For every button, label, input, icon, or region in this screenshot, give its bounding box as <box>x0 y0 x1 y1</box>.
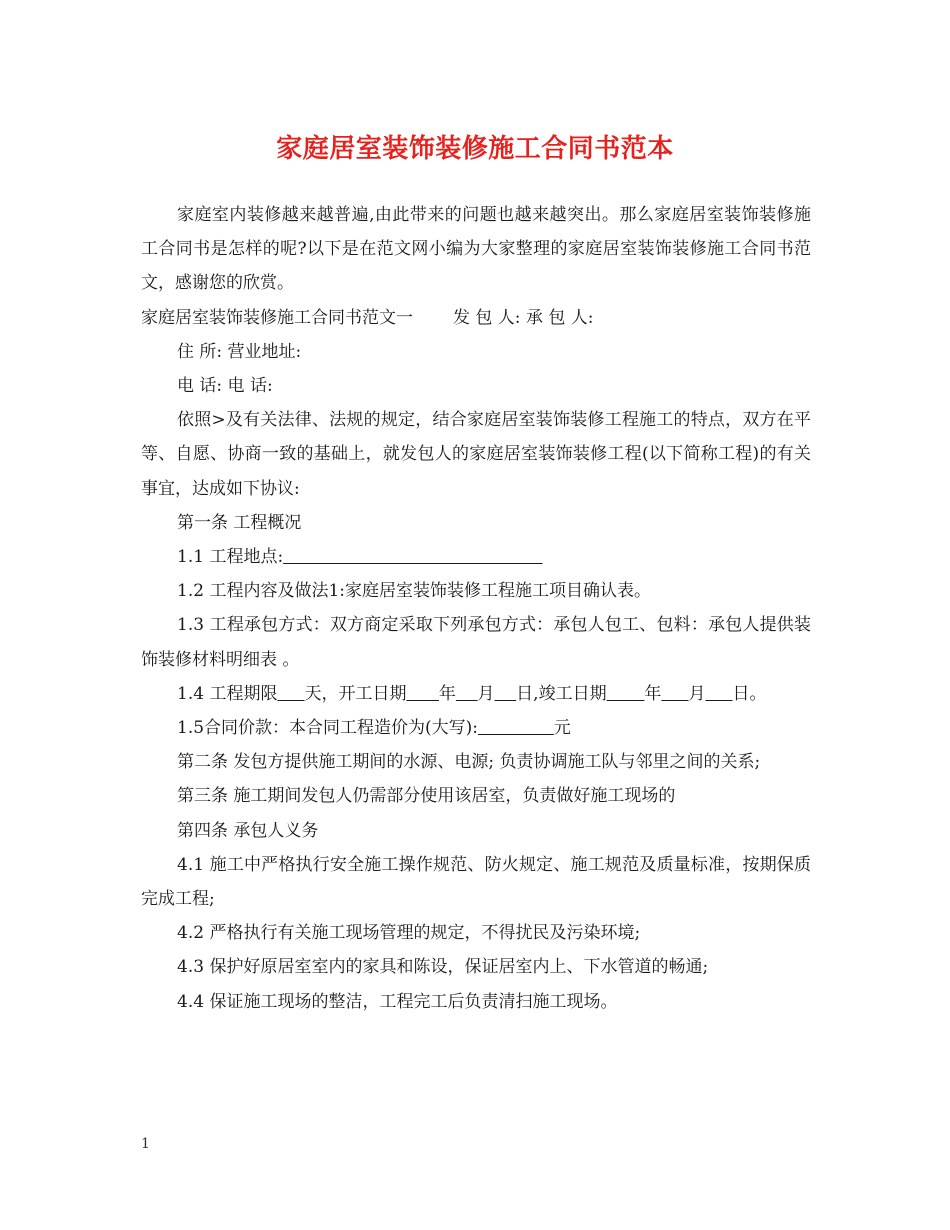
clause-1-2: 1.2 工程内容及做法1:家庭居室装饰装修工程施工项目确认表。 <box>177 581 651 602</box>
article-2: 第二条 发包方提供施工期间的水源、电源; 负责协调施工队与邻里之间的关系; <box>177 752 761 773</box>
phone-line: 电 话: 电 话: <box>177 376 273 397</box>
document-body <box>141 198 811 1019</box>
start-year-blank <box>406 684 438 704</box>
clause-4-3: 4.3 保护好原居室室内的家具和陈设，保证居室内上、下水管道的畅通; <box>177 957 709 978</box>
clause-1-5 <box>141 711 811 745</box>
end-day-blank <box>705 684 732 704</box>
clause-1-4-text: 日,竣工日期 <box>516 683 607 704</box>
document-title: 家庭居室装饰装修施工合同书范本 <box>276 134 674 164</box>
clause-1-4-text: 月 <box>688 683 706 704</box>
intro-paragraph: 家庭室内装修越来越普遍,由此带来的问题也越来越突出。那么家庭居室装饰装修施工合同书是怎样的呢?以下是在范文网小编为大家整理的家庭居室装饰装修施工合同书范文，感谢您的欣赏。 <box>141 205 811 294</box>
clause-1-4-text: 年 <box>644 683 662 704</box>
start-day-blank <box>495 684 517 704</box>
page-number: 1 <box>141 1136 150 1152</box>
clause-1-4-text: 月 <box>477 683 495 704</box>
clause-1-3: 1.3 工程承包方式：双方商定采取下列承包方式：承包人包工、包料：承包人提供装饰装修材料明细表 。 <box>141 615 811 670</box>
end-month-blank <box>661 684 688 704</box>
clause-1-5-label: 1.5合同价款：本合同工程造价为(大写): <box>177 718 479 739</box>
clause-1-4-text: 1.4 工程期限 <box>177 683 278 704</box>
clause-1-1 <box>141 540 811 574</box>
clause-4-1: 4.1 施工中严格执行安全施工操作规范、防火规定、施工规范及质量标准，按期保质完成工程; <box>141 854 811 910</box>
article-1-heading: 第一条 工程概况 <box>177 512 302 533</box>
party-line: 发 包 人: 承 包 人: <box>453 307 594 328</box>
clause-4-4: 4.4 保证施工现场的整洁，工程完工后负责清扫施工现场。 <box>177 991 618 1012</box>
clause-1-5-unit: 元 <box>553 718 571 739</box>
start-month-blank <box>456 684 478 704</box>
clause-4-2: 4.2 严格执行有关施工现场管理的规定，不得扰民及污染环境; <box>177 923 641 944</box>
article-4-heading: 第四条 承包人义务 <box>177 820 319 841</box>
clause-1-4-text: 年 <box>438 683 456 704</box>
sample-heading: 家庭居室装饰装修施工合同书范文一 <box>141 307 413 328</box>
basis-paragraph: 依照>及有关法律、法规的规定，结合家庭居室装饰装修工程施工的特点，双方在平等、自愿、协商一致的基础上，就发包人的家庭居室装饰装修工程(以下简称工程)的有关事宜，达成如下协议: <box>141 410 811 499</box>
clause-1-4-text: 天，开工日期 <box>304 683 407 704</box>
location-blank <box>283 547 542 567</box>
article-3: 第三条 施工期间发包人仍需部分使用该居室，负责做好施工现场的 <box>177 786 676 807</box>
price-blank <box>478 718 554 738</box>
days-blank <box>277 684 304 704</box>
sample-heading-line <box>141 301 811 335</box>
clause-1-1-label: 1.1 工程地点: <box>177 547 284 568</box>
address-line: 住 所: 营业地址: <box>177 341 302 362</box>
clause-1-4 <box>141 677 811 711</box>
end-year-blank <box>607 684 645 704</box>
clause-1-4-text: 日。 <box>732 683 767 704</box>
